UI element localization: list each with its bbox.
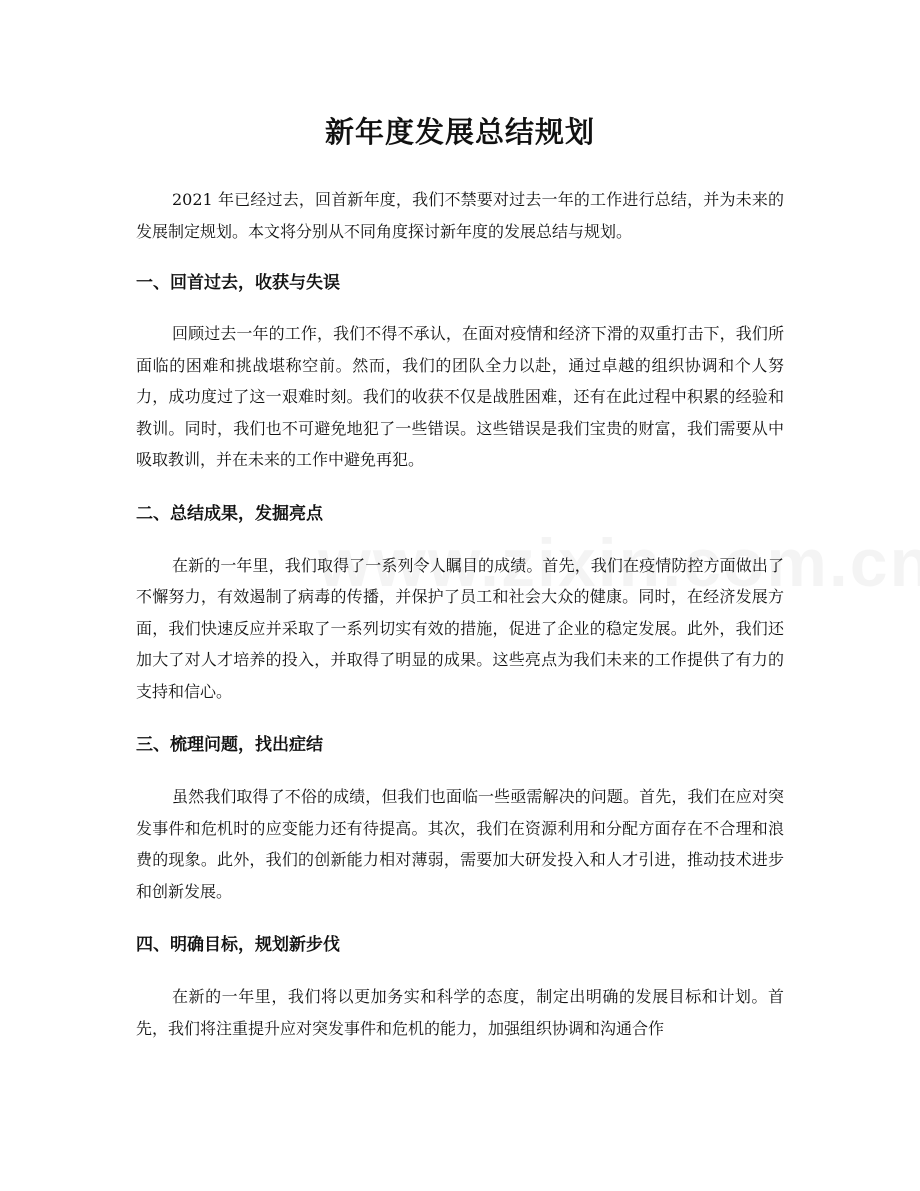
section-1-paragraph: 回顾过去一年的工作，我们不得不承认，在面对疫情和经济下滑的双重打击下，我们所面临的困难和挑战堪称空前。然而，我们的团队全力以赴，通过卓越的组织协调和个人努力，成功度过了这一艰难时刻。我们的收获不仅是战胜困难，还有在此过程中积累的经验和教训。同时，我们也不可避免地犯了一些错误。这些错误是我们宝贵的财富，我们需要从中吸取教训，并在未来的工作中避免再犯。 xyxy=(136,324,784,469)
section-3-paragraph: 虽然我们取得了不俗的成绩，但我们也面临一些亟需解决的问题。首先，我们在应对突发事件和危机时的应变能力还有待提高。其次，我们在资源利用和分配方面存在不合理和浪费的现象。此外，我们的创新能力相对薄弱，需要加大研发投入和人才引进，推动技术进步和创新发展。 xyxy=(136,787,784,901)
section-3-heading: 三、梳理问题，找出症结 xyxy=(136,735,323,755)
section-2-paragraph: 在新的一年里，我们取得了一系列令人瞩目的成绩。首先，我们在疫情防控方面做出了不懈努力，有效遏制了病毒的传播，并保护了员工和社会大众的健康。同时，在经济发展方面，我们快速反应并采取了一系列切实有效的措施，促进了企业的稳定发展。此外，我们还加大了对人才培养的投入，并取得了明显的成果。这些亮点为我们未来的工作提供了有力的支持和信心。 xyxy=(136,555,784,701)
document-title: 新年度发展总结规划 xyxy=(324,115,595,149)
section-4-paragraph: 在新的一年里，我们将以更加务实和科学的态度，制定出明确的发展目标和计划。首先，我们将注重提升应对突发事件和危机的能力，加强组织协调和沟通合作 xyxy=(136,987,784,1038)
section-2-heading: 二、总结成果，发掘亮点 xyxy=(136,503,323,524)
document-body xyxy=(136,184,784,1044)
intro-paragraph: 2021 年已经过去，回首新年度，我们不禁要对过去一年的工作进行总结，并为未来的发展制定规划。本文将分别从不同角度探讨新年度的发展总结与规划。 xyxy=(136,190,784,241)
section-4-heading: 四、明确目标，规划新步伐 xyxy=(136,935,340,955)
section-1-heading: 一、回首过去，收获与失误 xyxy=(136,273,340,293)
